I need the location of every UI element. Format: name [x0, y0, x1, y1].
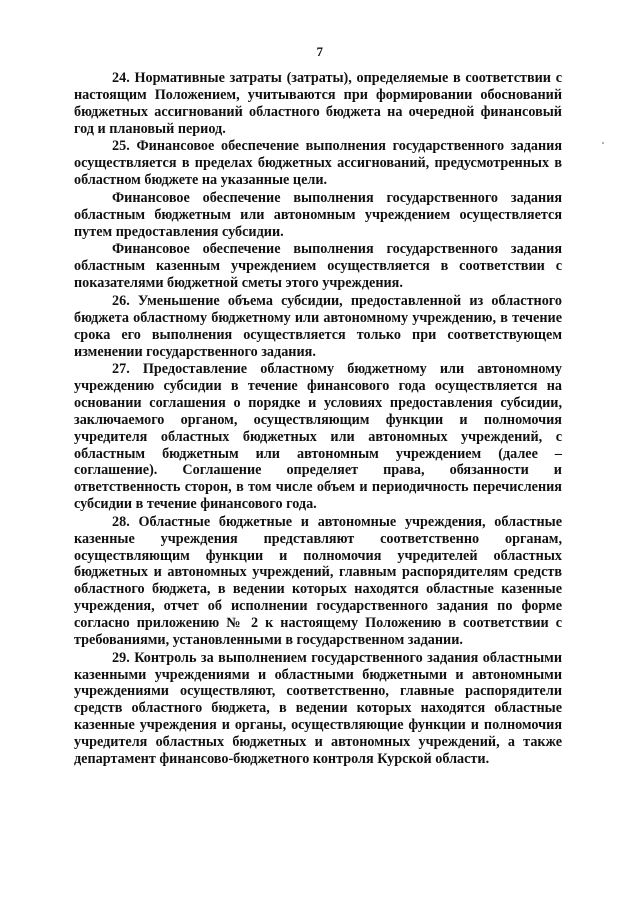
paragraph-24: 24. Нормативные затраты (затраты), определяемые в соответствии с настоящим Положением, учитываются при формировании обоснований бюджетных ассигнований областного бюджета на очередной финансовый год и плановый период.	[74, 70, 562, 137]
paragraph-25-state-institutions: Финансовое обеспечение выполнения государственного задания областным казенным учреждением осуществляется в соответствии с показателями бюджетной сметы этого учреждения.	[74, 241, 562, 292]
paragraph-28: 28. Областные бюджетные и автономные учреждения, областные казенные учреждения представляют соответственно органам, осуществляющим функции и полномочия учредителей областных бюджетных и автономных учреждений, главным распорядителям средств областного бюджета, в ведении которых находятся областные казенные учреждения, отчет об исполнении государственного задания по форме согласно приложению № 2 к настоящему Положению в соответствии с требованиями, установленными в государственном задании.	[74, 513, 562, 648]
paragraph-27: 27. Предоставление областному бюджетному или автономному учреждению субсидии в течение финансового года осуществляется на основании соглашения о порядке и условиях предоставления субсидии, заключаемого органом, осуществляющим функции и полномочия учредителя областных бюджетных или автономных учреждений, с областным бюджетным или автономным учреждением (далее – соглашение). Соглашение определяет права, обязанности и ответственность сторон, в том числе объем и периодичность перечисления субсидии в течение финансового года.	[74, 361, 562, 513]
scan-speck	[602, 142, 604, 144]
paragraph-29: 29. Контроль за выполнением государственного задания областными казенными учреждениями и областными бюджетными и автономными учреждениями осуществляют, соответственно, главные распорядители средств областного бюджета, в ведении которых находятся областные казенные учреждения и органы, осуществляющие функции и полномочия учредителя областных бюджетных и автономных учреждений, а также департамент финансово-бюджетного контроля Курской области.	[74, 649, 562, 767]
document-body	[74, 70, 562, 768]
paragraph-25-budget-institutions: Финансовое обеспечение выполнения государственного задания областным бюджетным или автономным учреждением осуществляется путем предоставления субсидии.	[74, 189, 562, 240]
paragraph-25: 25. Финансовое обеспечение выполнения государственного задания осуществляется в пределах бюджетных ассигнований, предусмотренных в областном бюджете на указанные цели.	[74, 138, 562, 189]
paragraph-26: 26. Уменьшение объема субсидии, предоставленной из областного бюджета областному бюджетному или автономному учреждению, в течение срока его выполнения осуществляется только при соответствующем изменении государственного задания.	[74, 292, 562, 360]
page-number: 7	[316, 44, 324, 59]
